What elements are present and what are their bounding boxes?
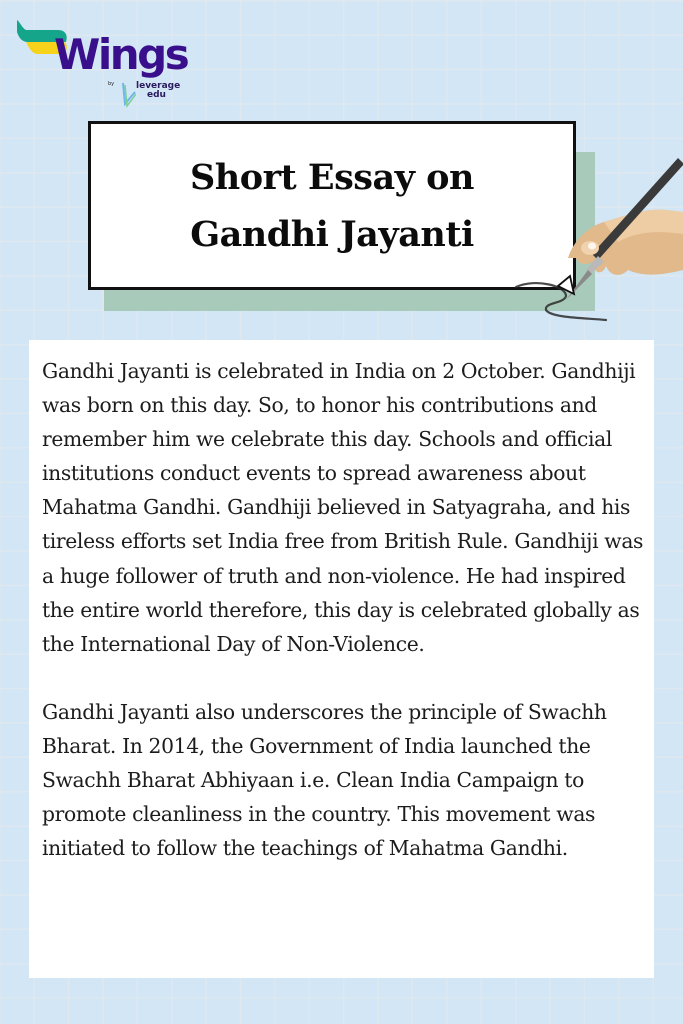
wings-logo	[16, 18, 191, 113]
title-card	[88, 121, 576, 290]
by-label: by	[108, 81, 115, 87]
hand-writing-with-pen-icon	[506, 150, 683, 325]
essay-paragraph-2: Gandhi Jayanti also underscores the principle of Swachh Bharat. In 2014, the Government of India launched the Swachh Bharat Abhiyaan i.e. Clean India Campaign to promote cleanliness in the country. This movement was initiated to follow the teachings of Mahatma Gandhi.	[42, 699, 607, 861]
leverage-edu-wordmark: leverage edu	[136, 81, 181, 100]
essay-paragraph-1: Gandhi Jayanti is celebrated in India on 2 October. Gandhiji was born on this day. So, to honor his contributions and remember him we celebrate this day. Schools and official institutions conduct events to spread awareness about Mahatma Gandhi. Gandhiji believed in Satyagraha, and his tireless efforts set India free from British Rule. Gandhiji was a huge follower of truth and non-violence. He had inspired the entire world therefore, this day is celebrated globally as the International Day of Non-Violence.	[42, 359, 644, 656]
wings-wordmark: Wings	[54, 30, 188, 79]
essay-card	[29, 340, 654, 978]
title-line-2: Gandhi Jayanti	[190, 213, 474, 255]
title-line-1: Short Essay on	[190, 156, 474, 198]
leverage-edu-icon	[122, 82, 136, 108]
page-title	[190, 149, 474, 263]
